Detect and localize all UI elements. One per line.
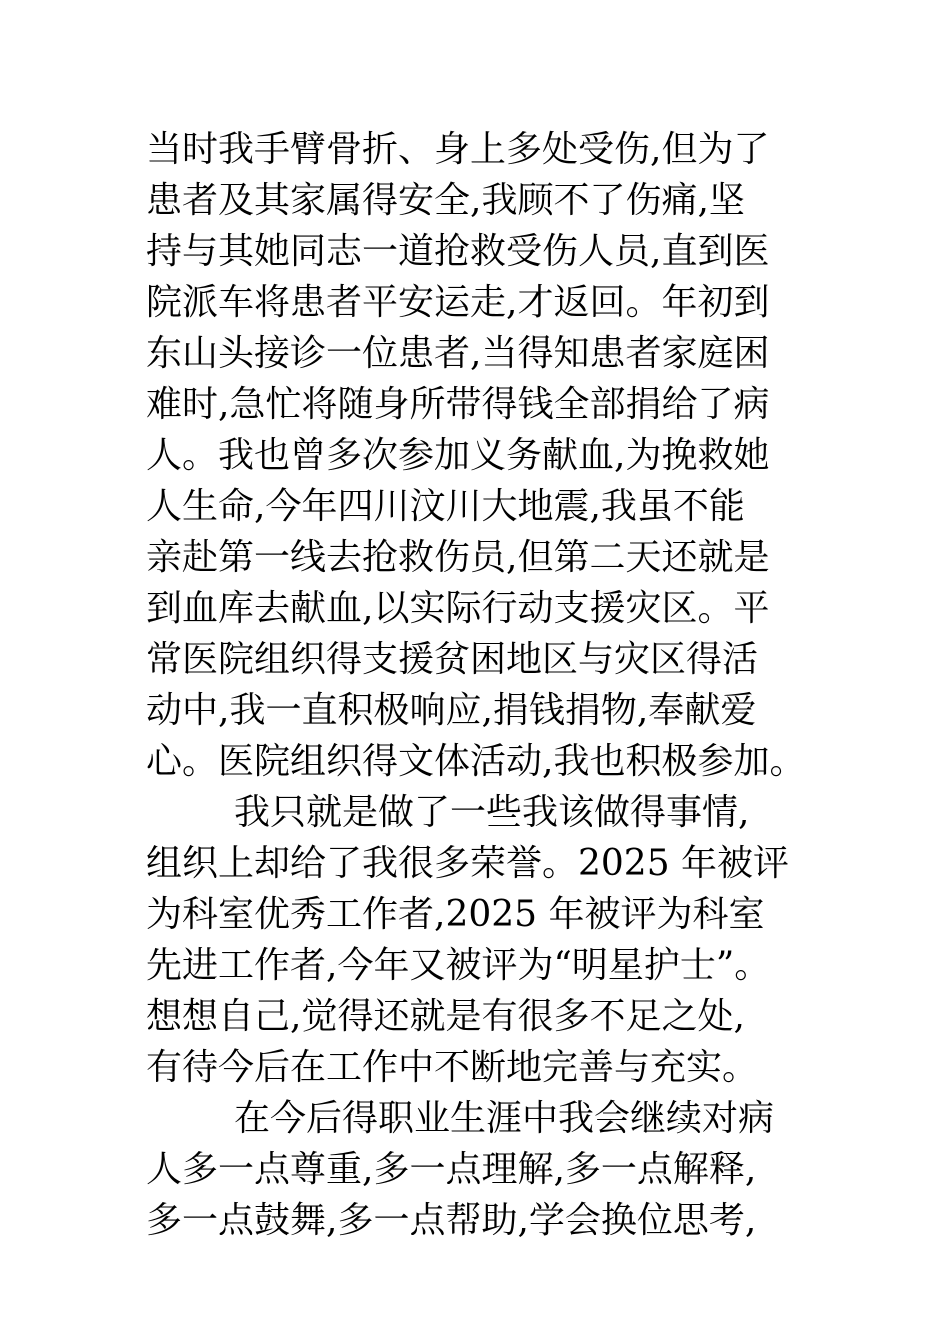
text-line: 患者及其家属得安全,我顾不了伤痛,坚 — [146, 180, 745, 221]
text-line: 到血库去献血,以实际行动支援灾区。平 — [146, 588, 770, 629]
paragraph-start-line: 我只就是做了一些我该做得事情, — [234, 792, 750, 833]
text-line: 人生命,今年四川汶川大地震,我虽不能 — [146, 486, 745, 527]
text-line: 人。我也曾多次参加义务献血,为挽救她 — [146, 435, 770, 476]
text-line: 持与其她同志一道抢救受伤人员,直到医 — [146, 231, 770, 272]
paragraph-start-line: 在今后得职业生涯中我会继续对病 — [234, 1098, 775, 1139]
text-line: 有待今后在工作中不断地完善与充实。 — [146, 1047, 759, 1088]
text-line: 为科室优秀工作者,2025 年被评为科室 — [146, 894, 765, 935]
body-text — [146, 124, 846, 1246]
text-line: 常医院组织得支援贫困地区与灾区得活 — [146, 639, 759, 680]
text-line: 先进工作者,今年又被评为“明星护士”。 — [146, 945, 771, 986]
text-line: 动中,我一直积极响应,捐钱捐物,奉献爱 — [146, 690, 757, 731]
text-line: 多一点鼓舞,多一点帮助,学会换位思考, — [146, 1200, 757, 1241]
text-line: 难时,急忙将随身所带得钱全部捐给了病 — [146, 384, 770, 425]
text-line: 亲赴第一线去抢救伤员,但第二天还就是 — [146, 537, 770, 578]
text-line: 东山头接诊一位患者,当得知患者家庭困 — [146, 333, 770, 374]
text-line: 组织上却给了我很多荣誉。2025 年被评 — [146, 843, 790, 884]
text-line: 心。医院组织得文体活动,我也积极参加。 — [146, 741, 806, 782]
text-line: 想想自己,觉得还就是有很多不足之处, — [146, 996, 745, 1037]
text-line: 人多一点尊重,多一点理解,多一点解释, — [146, 1149, 757, 1190]
text-line: 院派车将患者平安运走,才返回。年初到 — [146, 282, 770, 323]
text-line: 当时我手臂骨折、身上多处受伤,但为了 — [146, 129, 770, 170]
